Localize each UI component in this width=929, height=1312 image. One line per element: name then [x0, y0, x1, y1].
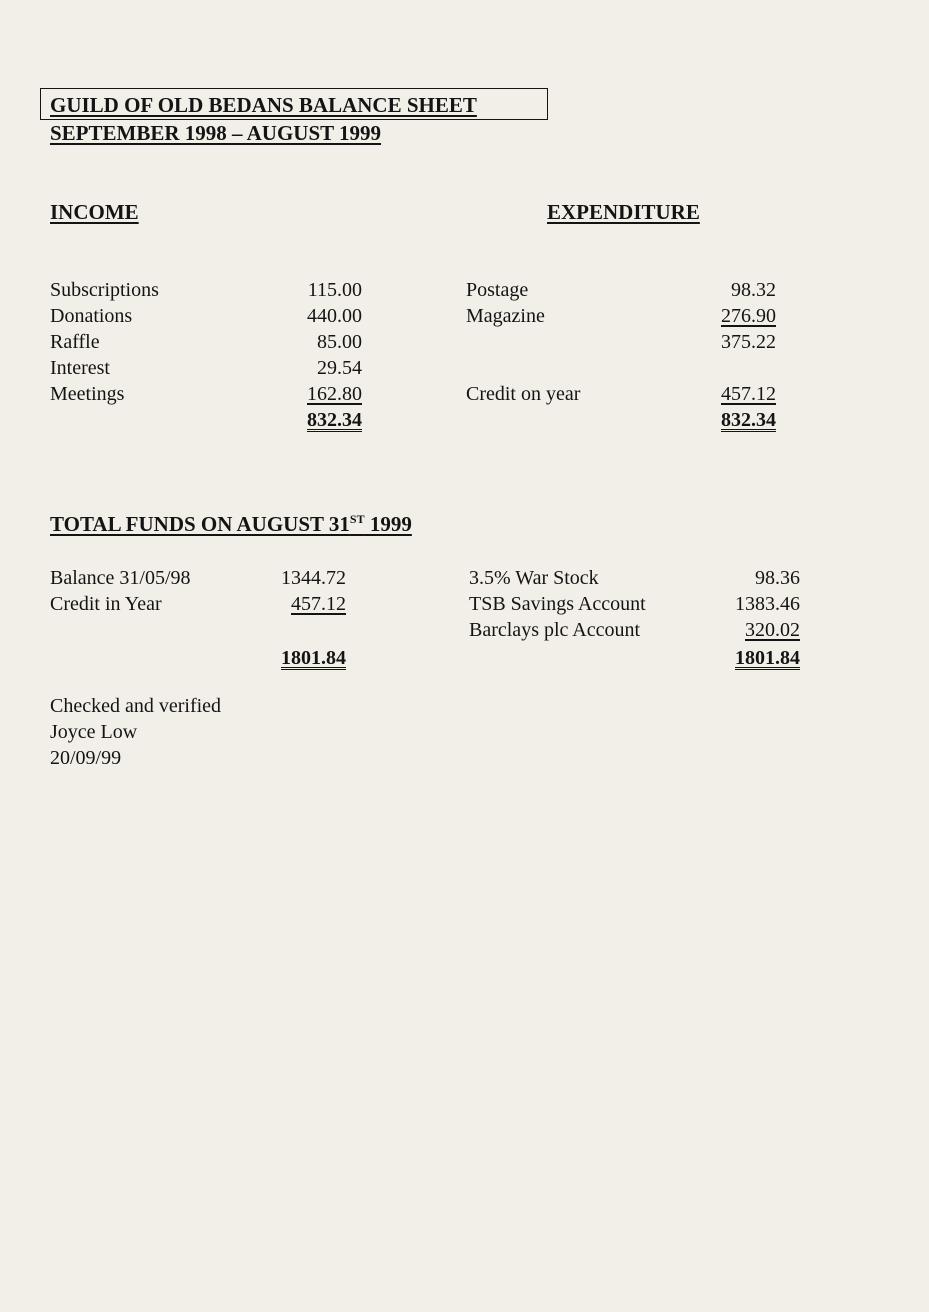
- funds-right-total: 1801.84: [735, 647, 800, 669]
- income-amount-subscriptions: 115.00: [307, 279, 362, 301]
- expenditure-amount-credit: 457.12: [721, 383, 776, 405]
- income-amount-donations: 440.00: [307, 305, 362, 327]
- verification-date: 20/09/99: [50, 747, 122, 769]
- total-funds-heading: TOTAL FUNDS ON AUGUST 31ST 1999: [50, 512, 412, 536]
- verification-text: Checked and verified: [50, 695, 222, 717]
- income-label-donations: Donations: [50, 305, 133, 327]
- income-total: 832.34: [307, 409, 362, 431]
- expenditure-subtotal: 375.22: [721, 331, 776, 353]
- expenditure-label-postage: Postage: [466, 279, 529, 301]
- funds-label-credit-in-year: Credit in Year: [50, 593, 162, 615]
- verifier-name: Joyce Low: [50, 721, 138, 743]
- expenditure-amount-magazine: 276.90: [721, 305, 776, 327]
- funds-amount-tsb: 1383.46: [735, 593, 800, 615]
- document-title: GUILD OF OLD BEDANS BALANCE SHEET: [50, 93, 477, 117]
- income-label-subscriptions: Subscriptions: [50, 279, 159, 301]
- expenditure-heading: EXPENDITURE: [547, 200, 700, 224]
- funds-label-balance: Balance 31/05/98: [50, 567, 191, 589]
- funds-amount-balance: 1344.72: [281, 567, 346, 589]
- funds-label-tsb: TSB Savings Account: [469, 593, 646, 615]
- document-period: SEPTEMBER 1998 – AUGUST 1999: [50, 121, 382, 145]
- funds-amount-war-stock: 98.36: [755, 567, 800, 589]
- income-label-meetings: Meetings: [50, 383, 125, 405]
- funds-label-barclays: Barclays plc Account: [469, 619, 641, 641]
- income-label-interest: Interest: [50, 357, 110, 379]
- income-amount-meetings: 162.80: [307, 383, 362, 405]
- income-amount-interest: 29.54: [317, 357, 362, 379]
- expenditure-label-magazine: Magazine: [466, 305, 545, 327]
- funds-left-total: 1801.84: [281, 647, 346, 669]
- expenditure-total: 832.34: [721, 409, 776, 431]
- funds-amount-barclays: 320.02: [745, 619, 800, 641]
- income-heading: INCOME: [50, 200, 139, 224]
- expenditure-amount-postage: 98.32: [731, 279, 776, 301]
- expenditure-label-credit: Credit on year: [466, 383, 581, 405]
- income-amount-raffle: 85.00: [317, 331, 362, 353]
- funds-label-war-stock: 3.5% War Stock: [469, 567, 599, 589]
- funds-amount-credit-in-year: 457.12: [291, 593, 346, 615]
- income-label-raffle: Raffle: [50, 331, 100, 353]
